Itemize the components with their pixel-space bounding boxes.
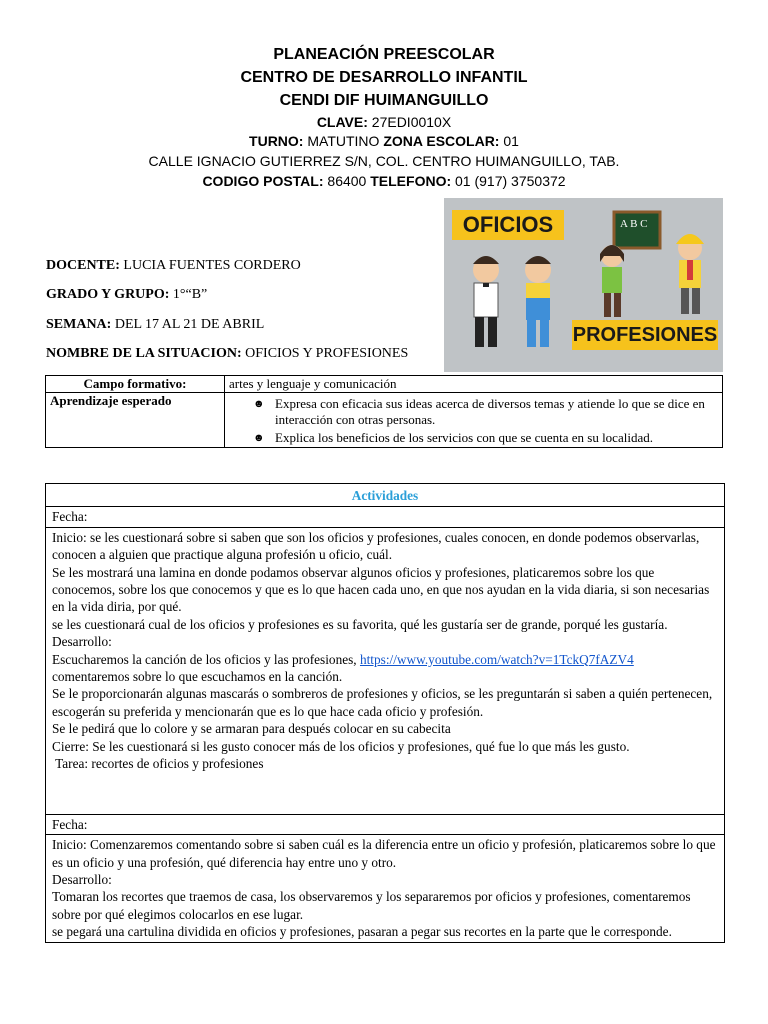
list-item: ☻ Explica los beneficios de los servicios con que se cuenta en su localidad. xyxy=(275,430,718,446)
header-address: CALLE IGNACIO GUTIERREZ S/N, COL. CENTRO HUIMANGUILLO, TAB. xyxy=(148,153,620,169)
turno-label: TURNO: xyxy=(249,133,304,149)
cp-label: CODIGO POSTAL: xyxy=(202,173,324,189)
block2-p3: se pegará una cartulina dividida en oficios y profesiones, pasaran a pegar sus recortes en la parte que le corresponde. xyxy=(52,924,672,940)
block1-tarea: Tarea: recortes de oficios y profesiones xyxy=(52,756,264,772)
semana-value: DEL 17 AL 21 DE ABRIL xyxy=(114,317,265,332)
docente-line xyxy=(46,258,301,274)
header-title-1: PLANEACIÓN PREESCOLAR xyxy=(273,46,495,63)
cp-value: 86400 xyxy=(327,173,367,189)
grado-label: GRADO Y GRUPO: xyxy=(46,287,170,302)
docente-value: LUCIA FUENTES CORDERO xyxy=(123,258,301,273)
youtube-link[interactable]: https://www.youtube.com/watch?v=1TckQ7fAZV4 xyxy=(359,651,634,667)
campo-formativo-table xyxy=(45,375,723,448)
block1-p4 xyxy=(52,651,718,668)
poster-title-oficios: OFICIOS xyxy=(452,210,564,240)
header-title-3: CENDI DIF HUIMANGUILLO xyxy=(279,92,489,109)
block1-p6: Se le proporcionarán algunas mascarás o sombreros de profesiones y oficios, se les preguntarán si saben a quién pertenecen, escogerán su preferida y mencionarán que es lo que hace cada oficio y profesión. xyxy=(52,686,713,719)
semana-line xyxy=(46,317,264,333)
situacion-value: OFICIOS Y PROFESIONES xyxy=(245,346,409,361)
block1-p2: Se les mostrará una lamina en donde podamos observar algunos oficios y profesiones, platicaremos sobre los que conocemos, sobre los que conocemos y que es lo que hacen cada uno, en que nos ayudan en la vida diaria, si son necesarias en la vida diria, por qué. xyxy=(52,564,710,615)
block2-inicio: Inicio: Comenzaremos comentando sobre si saben cuál es la diferencia entre un oficio y profesión, platicaremos sobre lo que es un oficio y una profesión, qué diferencia hay entre uno y otro. xyxy=(52,837,716,870)
grado-value: 1°“B” xyxy=(172,287,208,302)
situacion-label: NOMBRE DE LA SITUACION: xyxy=(46,346,242,361)
tel-label: TELEFONO: xyxy=(370,173,452,189)
oficios-profesiones-illustration xyxy=(444,198,723,372)
header-clave xyxy=(0,114,768,130)
chalkboard-text: A B C xyxy=(620,218,648,230)
block2-desarrollo: Desarrollo: xyxy=(52,872,112,888)
block1-p7: Se le pedirá que lo colore y se armaran para después colocar en su cabecita xyxy=(52,721,451,737)
clave-value: 27EDI0010X xyxy=(371,114,452,130)
block1-p3: se les cuestionará cual de los oficios y profesiones es su favorita, qué les gustaría ser de grande, porqué les gustaría. xyxy=(52,616,668,632)
grado-line xyxy=(46,287,207,303)
block1-p5: comentaremos sobre lo que escuchamos en la canción. xyxy=(52,669,343,685)
fecha-row-1: Fecha: xyxy=(46,507,724,527)
poster-figures xyxy=(444,198,723,372)
situacion-line xyxy=(46,346,408,362)
activity-block-1 xyxy=(46,528,724,815)
campo-value: artes y lenguaje y comunicación xyxy=(225,376,723,393)
header-turno xyxy=(0,133,768,149)
clave-label: CLAVE: xyxy=(316,114,368,130)
turno-value: MATUTINO xyxy=(307,133,380,149)
semana-label: SEMANA: xyxy=(46,317,112,332)
aprendizaje-label: Aprendizaje esperado xyxy=(46,393,225,448)
header-contact xyxy=(0,173,768,189)
header-title-2: CENTRO DE DESARROLLO INFANTIL xyxy=(240,69,528,86)
tel-value: 01 (917) 3750372 xyxy=(455,173,566,189)
block1-p4-text: Escucharemos la canción de los oficios y las profesiones, xyxy=(52,651,357,667)
actividades-table xyxy=(45,483,725,943)
aprendizaje-cell xyxy=(225,393,723,448)
zona-value: 01 xyxy=(503,133,519,149)
fecha-row-2: Fecha: xyxy=(46,815,724,835)
list-item: ☻ Expresa con eficacia sus ideas acerca de diversos temas y atiende lo que se dice en interacción con otras personas. xyxy=(275,396,718,428)
campo-label: Campo formativo: xyxy=(46,376,225,393)
aprendizaje-list xyxy=(229,396,718,446)
block2-p2: Tomaran los recortes que traemos de casa, los observaremos y los separaremos por oficios y profesiones, comentaremos sobre por qué elegimos colocarlos en ese lugar. xyxy=(52,889,691,922)
block1-inicio: Inicio: se les cuestionará sobre si saben que son los oficios y profesiones, cuales conocen, en donde podemos observarlas, conocen a alguien que practique alguna profesión u oficio, cuál. xyxy=(52,529,700,563)
poster-title-profesiones: PROFESIONES xyxy=(572,320,718,350)
block1-desarrollo: Desarrollo: xyxy=(52,634,112,650)
zona-label: ZONA ESCOLAR: xyxy=(383,133,500,149)
block1-p8: Cierre: Se les cuestionará si les gusto conocer más de los oficios y profesiones, qué fue lo que más les gusto. xyxy=(52,738,630,754)
actividades-title: Actividades xyxy=(46,484,724,507)
docente-label: DOCENTE: xyxy=(46,258,120,273)
activity-block-2 xyxy=(46,835,724,941)
